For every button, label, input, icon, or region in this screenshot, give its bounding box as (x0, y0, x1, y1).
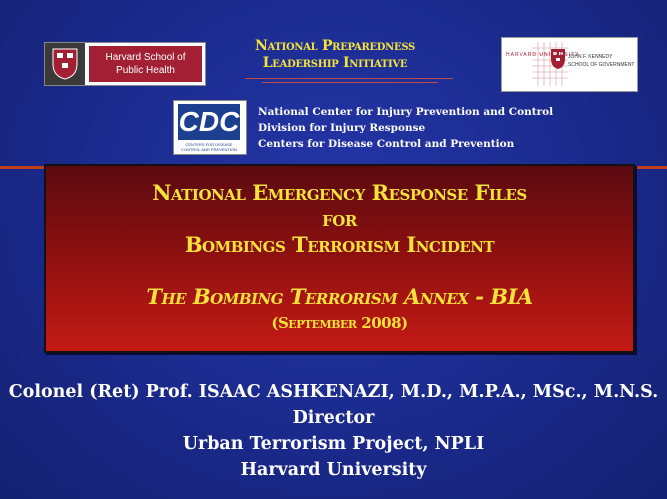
cdc-logo-subtitle: CENTERS FOR DISEASE CONTROL AND PREVENTION (181, 142, 237, 152)
annex-title: The Bombing Terrorism Annex - BIA (146, 284, 533, 309)
cdc-affiliation-line1: National Center for Injury Prevention and Control (258, 106, 554, 118)
title-line2: for (322, 206, 357, 231)
date-label: (September 2008) (271, 314, 408, 332)
initiative-title (210, 38, 460, 72)
hks-school-line1: JOHN F. KENNEDY (568, 54, 613, 60)
hsph-logo-text (89, 46, 202, 82)
cdc-affiliation (258, 104, 553, 152)
harvard-school-of-public-health-logo (44, 42, 206, 86)
harvard-kennedy-school-logo (501, 37, 638, 92)
hks-school-label (568, 53, 636, 69)
hsph-logo-line1: Harvard School of (105, 52, 186, 63)
cdc-affiliation-line3: Centers for Disease Control and Prevention (258, 138, 515, 150)
title-line1: National Emergency Response Files (152, 180, 527, 205)
hks-university-label: HARVARD UNIVERSITY (506, 52, 580, 58)
title-box (44, 164, 635, 353)
title-underline (245, 78, 453, 79)
left-accent-bar (0, 166, 45, 169)
author-name: Colonel (Ret) Prof. ISAAC ASHKENAZI, M.D., M.P.A., MSc., M.N.S. (8, 382, 659, 402)
harvard-shield-icon (45, 43, 85, 85)
right-accent-bar (636, 166, 667, 169)
cdc-affiliation-line2: Division for Injury Response (258, 122, 426, 134)
author-project: Urban Terrorism Project, NPLI (182, 434, 485, 454)
initiative-title-line1: National Preparedness (255, 38, 415, 54)
title-underline-2 (262, 82, 438, 83)
initiative-title-line2: Leadership Initiative (262, 55, 408, 71)
author-role: Director (292, 408, 375, 428)
cdc-logo (173, 100, 247, 155)
hks-school-line2: SCHOOL OF GOVERNMENT (568, 62, 635, 68)
cdc-logo-mark: CDC (178, 104, 240, 140)
author-institution: Harvard University (240, 460, 427, 480)
title-line3: Bombings Terrorism Incident (184, 232, 495, 257)
hsph-logo-line2: Public Health (116, 65, 175, 76)
